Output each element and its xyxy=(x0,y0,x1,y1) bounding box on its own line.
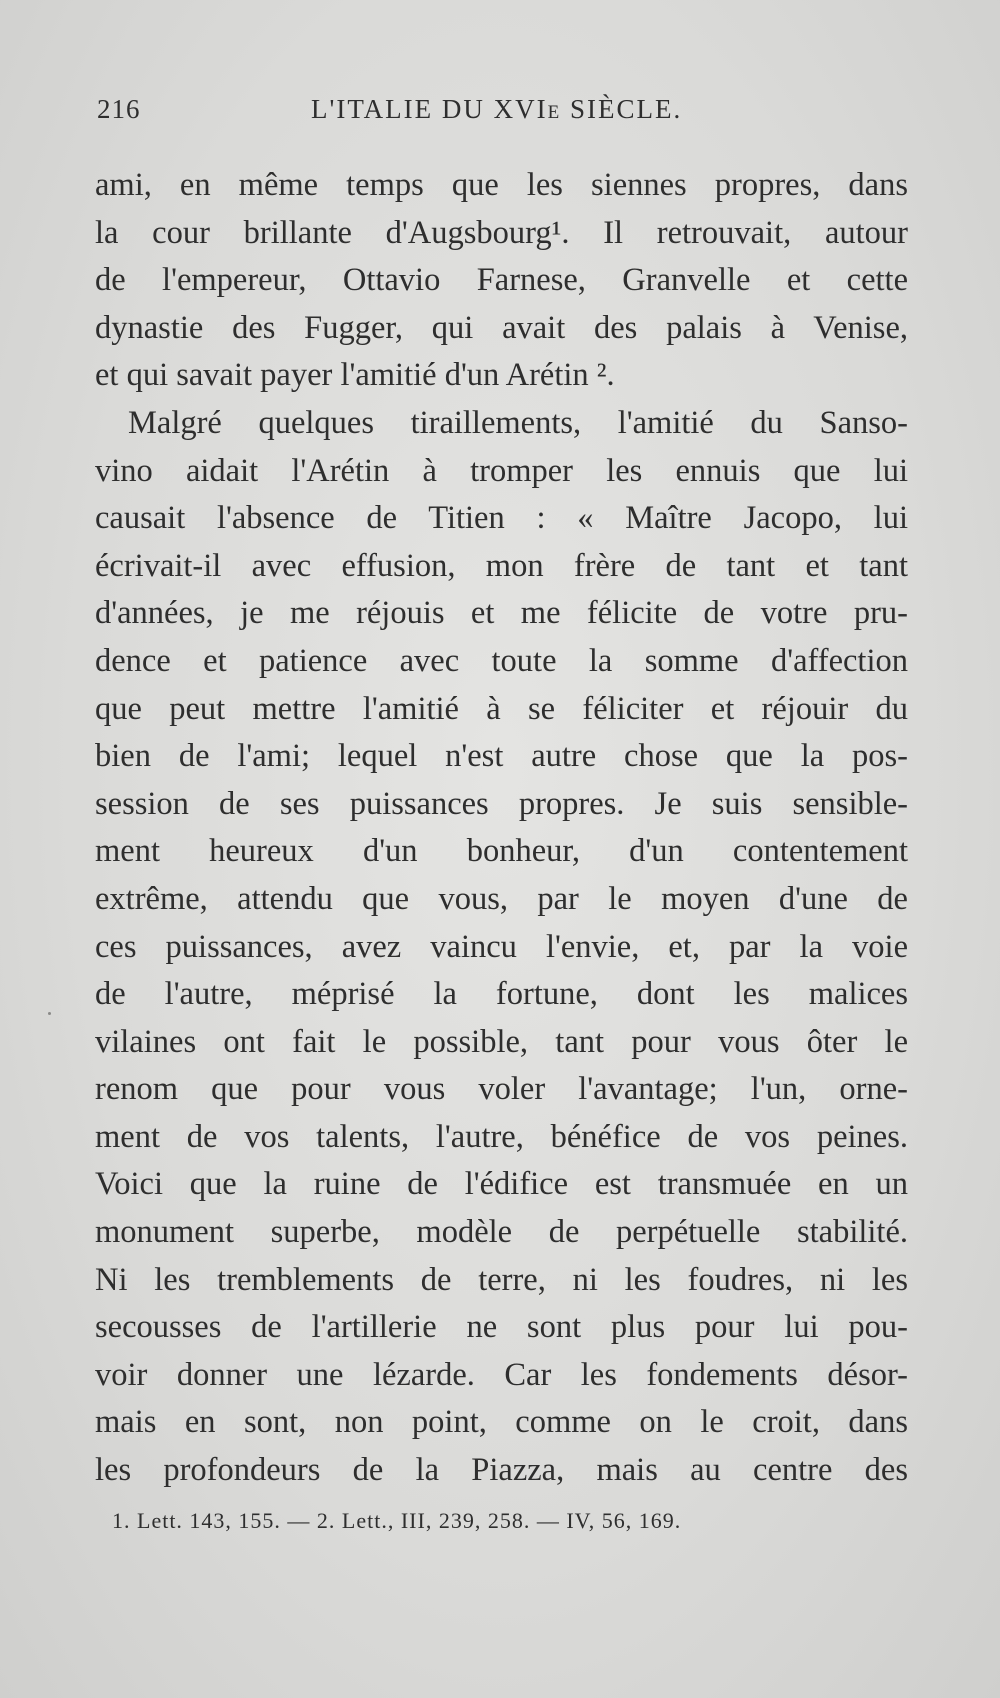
text-line: vilaines ont fait le possible, tant pour vous ôter le xyxy=(95,1023,908,1060)
text-line: dence et patience avec toute la somme d'affection xyxy=(95,642,908,679)
paper-speck xyxy=(48,1012,51,1015)
text-line: la cour brillante d'Augsbourg¹. Il retrouvait, autour xyxy=(95,214,908,251)
text-line: ami, en même temps que les siennes propres, dans xyxy=(95,167,908,203)
running-head: L'ITALIE DU XVIe SIÈCLE. xyxy=(311,94,683,124)
text-line: ment de vos talents, l'autre, bénéfice de vos peines. xyxy=(95,1118,908,1155)
text-line: dynastie des Fugger, qui avait des palais à Venise, xyxy=(95,309,908,346)
text-line: et qui savait payer l'amitié d'un Arétin ². xyxy=(95,357,615,394)
text-line: Malgré quelques tiraillements, l'amitié du Sanso- xyxy=(128,404,908,441)
text-line: secousses de l'artillerie ne sont plus pour lui pou- xyxy=(95,1309,908,1346)
text-line: ment heureux d'un bonheur, d'un contentement xyxy=(95,833,908,870)
text-line: causait l'absence de Titien : « Maître Jacopo, lui xyxy=(95,500,908,537)
footnotes: 1. Lett. 143, 155. — 2. Lett., III, 239, 258. — IV, 56, 169. xyxy=(112,1508,682,1533)
text-line: Ni les tremblements de terre, ni les foudres, ni les xyxy=(95,1261,908,1298)
text-line: vino aidait l'Arétin à tromper les ennuis que lui xyxy=(95,452,908,489)
text-line: mais en sont, non point, comme on le croit, dans xyxy=(95,1404,908,1441)
body-text xyxy=(95,162,908,1495)
text-line: session de ses puissances propres. Je suis sensible- xyxy=(95,785,908,822)
page-number: 216 xyxy=(97,94,141,124)
text-line: bien de l'ami; lequel n'est autre chose que la pos- xyxy=(95,738,908,775)
text-line: Voici que la ruine de l'édifice est transmuée en un xyxy=(95,1166,908,1203)
text-line: voir donner une lézarde. Car les fondements désor- xyxy=(95,1356,908,1393)
text-line: monument superbe, modèle de perpétuelle stabilité. xyxy=(95,1214,908,1251)
text-line: ces puissances, avez vaincu l'envie, et, par la voie xyxy=(95,928,908,965)
text-line: d'années, je me réjouis et me félicite de votre pru- xyxy=(95,595,908,632)
text-line: extrême, attendu que vous, par le moyen d'une de xyxy=(95,880,908,917)
text-line: de l'empereur, Ottavio Farnese, Granvelle et cette xyxy=(95,262,908,299)
text-line: les profondeurs de la Piazza, mais au centre des xyxy=(95,1452,908,1489)
page-header xyxy=(97,88,903,138)
text-line: écrivait-il avec effusion, mon frère de tant et tant xyxy=(95,547,908,584)
text-line: de l'autre, méprisé la fortune, dont les malices xyxy=(95,976,908,1013)
text-line: renom que pour vous voler l'avantage; l'un, orne- xyxy=(95,1071,908,1108)
text-line: que peut mettre l'amitié à se féliciter et réjouir du xyxy=(95,690,908,727)
